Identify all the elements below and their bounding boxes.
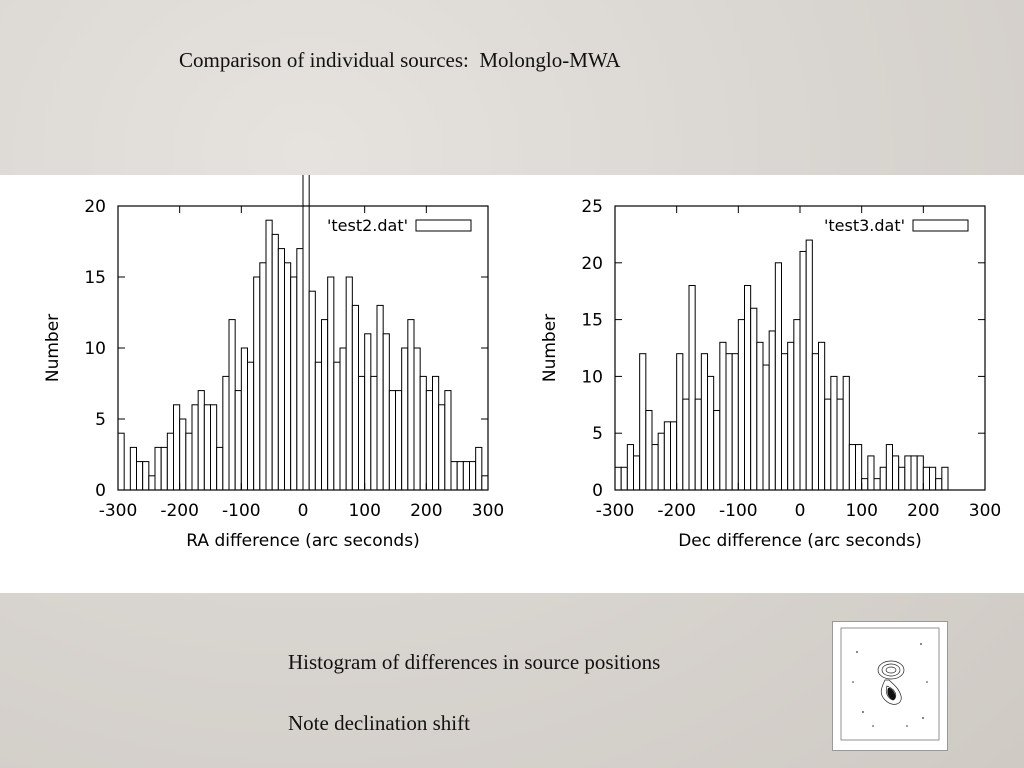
histogram-bar xyxy=(291,277,297,490)
y-tick-label: 5 xyxy=(592,424,603,445)
x-tick-label: -200 xyxy=(657,501,696,521)
histogram-bar xyxy=(389,391,395,490)
histogram-bar xyxy=(899,467,905,490)
histogram-bar xyxy=(476,447,482,490)
y-tick-label: 10 xyxy=(581,367,603,388)
histogram-bar xyxy=(763,365,769,490)
histogram-bar xyxy=(340,348,346,490)
x-tick-label: -300 xyxy=(595,501,635,521)
histogram-bar xyxy=(695,399,701,490)
histogram-bar xyxy=(701,354,707,490)
x-tick-label: -300 xyxy=(98,501,138,521)
dec-histogram xyxy=(525,175,1005,593)
histogram-bar xyxy=(408,320,414,490)
histogram-bar xyxy=(664,422,670,490)
histogram-bar xyxy=(825,399,831,490)
histogram-bar xyxy=(751,308,757,490)
x-tick-label: -200 xyxy=(160,501,199,521)
legend-swatch xyxy=(913,220,968,231)
histogram-bar xyxy=(235,391,241,490)
histogram-bar xyxy=(426,391,432,490)
histogram-bar xyxy=(886,445,892,490)
histogram-bar xyxy=(241,348,247,490)
histogram-bar xyxy=(328,277,334,490)
histogram-bar xyxy=(769,331,775,490)
histogram-bar xyxy=(627,445,633,490)
radio-source-contour-image xyxy=(833,622,947,750)
histogram-bar xyxy=(942,467,948,490)
histogram-bar xyxy=(862,479,868,490)
histogram-bar xyxy=(812,354,818,490)
histogram-bar xyxy=(217,447,223,490)
histogram-bar xyxy=(775,263,781,490)
histogram-bar xyxy=(457,462,463,490)
histogram-bar xyxy=(757,342,763,490)
x-tick-label: 300 xyxy=(471,501,505,521)
x-tick-label: 0 xyxy=(297,501,309,521)
dec-histogram-svg xyxy=(525,175,1005,593)
histogram-bar xyxy=(843,376,849,490)
histogram-bar xyxy=(365,334,371,490)
histogram-bar xyxy=(640,354,646,490)
histogram-bar xyxy=(677,354,683,490)
histogram-bar xyxy=(137,462,143,490)
y-tick-label: 0 xyxy=(592,481,603,501)
histogram-bar xyxy=(439,405,445,490)
x-tick-label: 0 xyxy=(794,501,806,521)
histogram-bar xyxy=(402,348,408,490)
histogram-bar xyxy=(285,263,291,490)
histogram-bar xyxy=(315,362,321,490)
histogram-bar xyxy=(930,467,936,490)
y-axis-label: Number xyxy=(540,313,560,383)
histogram-bar xyxy=(334,362,340,490)
histogram-bar xyxy=(198,391,204,490)
ra-histogram xyxy=(30,175,520,593)
histogram-bar xyxy=(683,399,689,490)
histogram-bar xyxy=(470,462,476,490)
x-axis-label: Dec difference (arc seconds) xyxy=(678,531,922,551)
ra-histogram-svg xyxy=(30,175,520,593)
histogram-bar xyxy=(646,410,652,490)
histogram-bar xyxy=(806,240,812,490)
histogram-bar xyxy=(615,467,621,490)
histogram-bar xyxy=(352,305,358,490)
histogram-bar xyxy=(720,342,726,490)
x-axis-label: RA difference (arc seconds) xyxy=(186,531,420,551)
x-tick-label: 300 xyxy=(968,501,1002,521)
histogram-bar xyxy=(923,467,929,490)
histogram-bar xyxy=(874,479,880,490)
histogram-bar xyxy=(782,354,788,490)
histogram-bar xyxy=(433,376,439,490)
histogram-bar xyxy=(708,376,714,490)
histogram-bar xyxy=(794,320,800,490)
y-tick-label: 20 xyxy=(581,253,603,274)
histogram-bar xyxy=(278,249,284,490)
y-tick-label: 15 xyxy=(581,310,603,331)
histogram-bar xyxy=(445,391,451,490)
histogram-bar xyxy=(868,456,874,490)
y-tick-label: 5 xyxy=(95,410,106,430)
histogram-bar xyxy=(451,462,457,490)
histogram-bar xyxy=(856,445,862,490)
histogram-bar xyxy=(905,456,911,490)
x-tick-label: 200 xyxy=(907,501,940,521)
histogram-bar xyxy=(745,286,751,490)
histogram-bar xyxy=(186,433,192,490)
legend-swatch xyxy=(416,220,471,231)
x-tick-label: 100 xyxy=(348,501,381,521)
histogram-bar xyxy=(155,447,161,490)
histogram-bar xyxy=(414,348,420,490)
histogram-bar xyxy=(359,376,365,490)
y-tick-label: 15 xyxy=(84,268,106,288)
histogram-bar xyxy=(130,447,136,490)
caption-declination-shift: Note declination shift xyxy=(288,711,470,735)
histogram-bar xyxy=(161,447,167,490)
histogram-bar xyxy=(371,376,377,490)
histogram-bar xyxy=(192,405,198,490)
legend-label: 'test3.dat' xyxy=(823,216,905,235)
histogram-bar xyxy=(254,277,260,490)
x-tick-label: 100 xyxy=(845,501,878,521)
histogram-bar xyxy=(174,405,180,490)
x-tick-label: 200 xyxy=(410,501,443,521)
histogram-bar xyxy=(837,399,843,490)
histogram-bar xyxy=(849,445,855,490)
y-tick-label: 25 xyxy=(581,197,603,217)
histogram-bar xyxy=(149,476,155,490)
histogram-bar xyxy=(482,476,488,490)
histogram-bar xyxy=(260,263,266,490)
histogram-bar xyxy=(732,354,738,490)
histogram-bar xyxy=(800,251,806,490)
histogram-bar xyxy=(831,376,837,490)
histogram-bar xyxy=(714,410,720,490)
y-tick-label: 0 xyxy=(95,481,106,501)
histogram-bar xyxy=(671,422,677,490)
histogram-bar xyxy=(309,291,315,490)
x-tick-label: -100 xyxy=(222,501,261,521)
histogram-bar xyxy=(726,354,732,490)
histogram-bar xyxy=(248,362,254,490)
histogram-bar xyxy=(322,320,328,490)
histogram-bar xyxy=(658,433,664,490)
histogram-bar xyxy=(621,467,627,490)
histogram-bar xyxy=(272,234,278,490)
histogram-bar xyxy=(420,376,426,490)
histogram-bar xyxy=(911,456,917,490)
histogram-bar xyxy=(936,479,942,490)
histogram-bar xyxy=(634,456,640,490)
histogram-bar xyxy=(303,175,309,490)
x-tick-label: -100 xyxy=(719,501,758,521)
legend-label: 'test2.dat' xyxy=(326,216,408,235)
histogram-bar xyxy=(819,342,825,490)
histogram-bar xyxy=(297,249,303,490)
histogram-bar xyxy=(223,376,229,490)
histogram-bar xyxy=(893,456,899,490)
histogram-bar xyxy=(266,220,272,490)
histogram-bar xyxy=(396,391,402,490)
y-tick-label: 10 xyxy=(84,339,106,359)
y-axis-label: Number xyxy=(43,313,63,383)
caption-histogram: Histogram of differences in source positions xyxy=(288,650,661,674)
histogram-bar xyxy=(118,433,124,490)
histogram-bar xyxy=(346,277,352,490)
histogram-bar xyxy=(463,462,469,490)
histogram-bar xyxy=(738,320,744,490)
histogram-bar xyxy=(229,320,235,490)
y-tick-label: 20 xyxy=(84,197,106,217)
radio-source-thumbnail xyxy=(832,621,948,751)
histogram-bar xyxy=(652,445,658,490)
histogram-bar xyxy=(880,467,886,490)
histogram-bar xyxy=(377,305,383,490)
histogram-bar xyxy=(143,462,149,490)
histogram-bar xyxy=(383,334,389,490)
histogram-bar xyxy=(917,456,923,490)
histogram-bar xyxy=(167,433,173,490)
slide-title: Comparison of individual sources: Molonglo-MWA xyxy=(179,48,621,72)
histogram-bar xyxy=(689,286,695,490)
histogram-bar xyxy=(180,419,186,490)
figure-panel xyxy=(0,175,1024,593)
histogram-bar xyxy=(211,405,217,490)
histogram-bar xyxy=(204,405,210,490)
histogram-bar xyxy=(788,342,794,490)
